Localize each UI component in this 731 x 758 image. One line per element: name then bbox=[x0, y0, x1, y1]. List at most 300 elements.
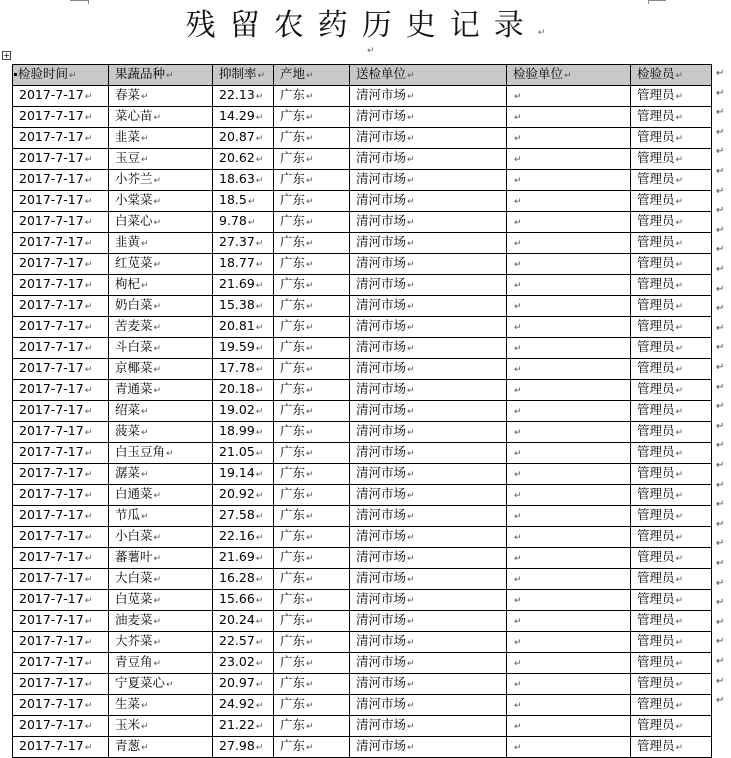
cell-inhibition-rate[interactable] bbox=[213, 170, 274, 191]
cell-inspecting-unit[interactable] bbox=[507, 233, 631, 254]
header-produce-variety[interactable] bbox=[109, 65, 213, 86]
cell-inspection-time[interactable] bbox=[13, 317, 109, 338]
cell-submitting-unit[interactable] bbox=[350, 611, 507, 632]
cell-origin[interactable] bbox=[274, 464, 350, 485]
cell-inspection-time[interactable] bbox=[13, 464, 109, 485]
cell-inspection-time[interactable] bbox=[13, 296, 109, 317]
cell-submitting-unit[interactable] bbox=[350, 296, 507, 317]
cell-inspecting-unit[interactable] bbox=[507, 170, 631, 191]
cell-inhibition-rate[interactable] bbox=[213, 317, 274, 338]
cell-end-mark-icon: ↵ bbox=[153, 113, 162, 123]
cell-inspection-time[interactable] bbox=[13, 233, 109, 254]
header-inhibition-rate[interactable] bbox=[213, 65, 274, 86]
cell-inspection-time[interactable] bbox=[13, 359, 109, 380]
cell-inspecting-unit[interactable] bbox=[507, 590, 631, 611]
cell-inhibition-rate[interactable] bbox=[213, 548, 274, 569]
cell-inhibition-rate[interactable] bbox=[213, 695, 274, 716]
cell-origin[interactable] bbox=[274, 170, 350, 191]
cell-produce-variety[interactable] bbox=[109, 338, 213, 359]
cell-inspector[interactable] bbox=[631, 653, 712, 674]
cell-end-mark-icon: ↵ bbox=[141, 743, 149, 753]
cell-produce-variety[interactable] bbox=[109, 380, 213, 401]
cell-inspection-time[interactable] bbox=[13, 254, 109, 275]
cell-produce-variety[interactable] bbox=[109, 590, 213, 611]
cell-inspecting-unit[interactable] bbox=[507, 359, 631, 380]
cell-produce-variety[interactable] bbox=[109, 170, 213, 191]
cell-inspecting-unit[interactable] bbox=[507, 254, 631, 275]
cell-submitting-unit[interactable] bbox=[350, 233, 507, 254]
header-inspecting-unit[interactable] bbox=[507, 65, 631, 86]
cell-origin[interactable] bbox=[274, 191, 350, 212]
cell-origin[interactable] bbox=[274, 527, 350, 548]
document-title[interactable]: 残留农药历史记录 bbox=[185, 8, 538, 43]
cell-inspector[interactable] bbox=[631, 380, 712, 401]
cell-submitting-unit[interactable] bbox=[350, 275, 507, 296]
cell-inspection-time[interactable] bbox=[13, 527, 109, 548]
cell-submitting-unit[interactable] bbox=[350, 170, 507, 191]
cell-end-mark-icon: ↵ bbox=[514, 575, 522, 585]
cell-text: 广东 bbox=[280, 549, 306, 564]
cell-inspection-time[interactable] bbox=[13, 380, 109, 401]
cell-inspection-time[interactable] bbox=[13, 569, 109, 590]
cell-inspector[interactable] bbox=[631, 338, 712, 359]
cell-inhibition-rate[interactable] bbox=[213, 716, 274, 737]
cell-submitting-unit[interactable] bbox=[350, 212, 507, 233]
cell-origin[interactable] bbox=[274, 590, 350, 611]
cell-end-mark-icon: ↵ bbox=[407, 344, 415, 354]
cell-text: 管理员 bbox=[637, 675, 675, 690]
cell-origin[interactable] bbox=[274, 716, 350, 737]
cell-origin[interactable] bbox=[274, 338, 350, 359]
cell-inspection-time[interactable] bbox=[13, 632, 109, 653]
header-inspector[interactable] bbox=[631, 65, 712, 86]
cell-text: 21.69 bbox=[219, 276, 255, 291]
cell-submitting-unit[interactable] bbox=[350, 569, 507, 590]
cell-origin[interactable] bbox=[274, 296, 350, 317]
cell-inspecting-unit[interactable] bbox=[507, 86, 631, 107]
cell-end-mark-icon: ↵ bbox=[306, 155, 314, 165]
cell-end-mark-icon: ↵ bbox=[407, 449, 415, 459]
cell-inspector[interactable] bbox=[631, 212, 712, 233]
cell-origin[interactable] bbox=[274, 107, 350, 128]
cell-produce-variety[interactable] bbox=[109, 506, 213, 527]
cell-produce-variety[interactable] bbox=[109, 86, 213, 107]
cell-end-mark-icon: ↵ bbox=[675, 323, 684, 333]
cell-inspector[interactable] bbox=[631, 401, 712, 422]
cell-end-mark-icon: ↵ bbox=[407, 533, 415, 543]
cell-inspector[interactable] bbox=[631, 317, 712, 338]
cell-submitting-unit[interactable] bbox=[350, 737, 507, 758]
row-end-mark-icon: ↵ bbox=[716, 264, 725, 275]
cell-origin[interactable] bbox=[274, 695, 350, 716]
cell-inhibition-rate[interactable] bbox=[213, 485, 274, 506]
cell-submitting-unit[interactable] bbox=[350, 128, 507, 149]
cell-produce-variety[interactable] bbox=[109, 632, 213, 653]
cell-inhibition-rate[interactable] bbox=[213, 359, 274, 380]
cell-submitting-unit[interactable] bbox=[350, 86, 507, 107]
cell-text: 管理员 bbox=[637, 633, 675, 648]
cell-inspecting-unit[interactable] bbox=[507, 464, 631, 485]
cell-produce-variety[interactable] bbox=[109, 296, 213, 317]
cell-produce-variety[interactable] bbox=[109, 233, 213, 254]
cell-produce-variety[interactable] bbox=[109, 191, 213, 212]
cell-inspector[interactable] bbox=[631, 296, 712, 317]
cell-end-mark-icon: ↵ bbox=[84, 743, 93, 753]
title-paragraph[interactable] bbox=[0, 6, 731, 46]
cell-inspecting-unit[interactable] bbox=[507, 401, 631, 422]
cell-submitting-unit[interactable] bbox=[350, 338, 507, 359]
cell-inspecting-unit[interactable] bbox=[507, 149, 631, 170]
cell-origin[interactable] bbox=[274, 632, 350, 653]
cell-inspecting-unit[interactable] bbox=[507, 191, 631, 212]
cell-text: 广东 bbox=[280, 570, 306, 585]
cell-inhibition-rate[interactable] bbox=[213, 632, 274, 653]
cell-end-mark-icon: ↵ bbox=[514, 491, 522, 501]
cell-inspector[interactable] bbox=[631, 506, 712, 527]
cell-origin[interactable] bbox=[274, 254, 350, 275]
cell-inhibition-rate[interactable] bbox=[213, 107, 274, 128]
cell-inspector[interactable] bbox=[631, 632, 712, 653]
cell-inspector[interactable] bbox=[631, 422, 712, 443]
cell-end-mark-icon: ↵ bbox=[84, 428, 93, 438]
cell-inspection-time[interactable] bbox=[13, 485, 109, 506]
cell-produce-variety[interactable] bbox=[109, 737, 213, 758]
cell-inspector[interactable] bbox=[631, 716, 712, 737]
cell-inspection-time[interactable] bbox=[13, 611, 109, 632]
cell-submitting-unit[interactable] bbox=[350, 695, 507, 716]
cell-inspection-time[interactable] bbox=[13, 548, 109, 569]
cell-produce-variety[interactable] bbox=[109, 695, 213, 716]
cell-submitting-unit[interactable] bbox=[350, 191, 507, 212]
cell-origin[interactable] bbox=[274, 737, 350, 758]
cell-produce-variety[interactable] bbox=[109, 149, 213, 170]
cell-produce-variety[interactable] bbox=[109, 401, 213, 422]
cell-inspector[interactable] bbox=[631, 464, 712, 485]
cell-inspection-time[interactable] bbox=[13, 695, 109, 716]
cell-produce-variety[interactable] bbox=[109, 443, 213, 464]
cell-origin[interactable] bbox=[274, 359, 350, 380]
cell-inspection-time[interactable] bbox=[13, 737, 109, 758]
cell-inspecting-unit[interactable] bbox=[507, 548, 631, 569]
cell-produce-variety[interactable] bbox=[109, 212, 213, 233]
cell-end-mark-icon: ↵ bbox=[84, 113, 93, 123]
cell-inhibition-rate[interactable] bbox=[213, 527, 274, 548]
cell-end-mark-icon: ↵ bbox=[84, 470, 93, 480]
cell-origin[interactable] bbox=[274, 506, 350, 527]
cell-inspecting-unit[interactable] bbox=[507, 317, 631, 338]
cell-end-mark-icon: ↵ bbox=[84, 134, 93, 144]
cell-text: 2017-7-17 bbox=[19, 549, 84, 564]
cell-inspecting-unit[interactable] bbox=[507, 716, 631, 737]
cell-produce-variety[interactable] bbox=[109, 485, 213, 506]
cell-origin[interactable] bbox=[274, 401, 350, 422]
cell-submitting-unit[interactable] bbox=[350, 548, 507, 569]
cell-inhibition-rate[interactable] bbox=[213, 506, 274, 527]
cell-inhibition-rate[interactable] bbox=[213, 191, 274, 212]
cell-produce-variety[interactable] bbox=[109, 107, 213, 128]
cell-produce-variety[interactable] bbox=[109, 548, 213, 569]
cell-text: 2017-7-17 bbox=[19, 150, 84, 165]
cell-inhibition-rate[interactable] bbox=[213, 338, 274, 359]
cell-submitting-unit[interactable] bbox=[350, 590, 507, 611]
cell-inspecting-unit[interactable] bbox=[507, 653, 631, 674]
cell-end-mark-icon: ↵ bbox=[514, 302, 522, 312]
cell-origin[interactable] bbox=[274, 674, 350, 695]
cell-inspection-time[interactable] bbox=[13, 149, 109, 170]
cell-inspection-time[interactable] bbox=[13, 422, 109, 443]
cell-submitting-unit[interactable] bbox=[350, 107, 507, 128]
move-cross-icon[interactable]: + bbox=[3, 51, 10, 60]
cell-text: 9.78 bbox=[219, 213, 247, 228]
cell-end-mark-icon: ↵ bbox=[84, 596, 93, 606]
cell-inspector[interactable] bbox=[631, 275, 712, 296]
cell-origin[interactable] bbox=[274, 548, 350, 569]
cell-inhibition-rate[interactable] bbox=[213, 569, 274, 590]
cell-text: 2017-7-17 bbox=[19, 318, 84, 333]
cell-origin[interactable] bbox=[274, 86, 350, 107]
cell-text: 管理员 bbox=[637, 423, 675, 438]
cell-produce-variety[interactable] bbox=[109, 611, 213, 632]
cell-inspection-time[interactable] bbox=[13, 716, 109, 737]
cell-origin[interactable] bbox=[274, 653, 350, 674]
cell-end-mark-icon: ↵ bbox=[407, 386, 415, 396]
cell-inhibition-rate[interactable] bbox=[213, 254, 274, 275]
cell-inspecting-unit[interactable] bbox=[507, 569, 631, 590]
cell-origin[interactable] bbox=[274, 422, 350, 443]
cell-submitting-unit[interactable] bbox=[350, 485, 507, 506]
cell-inspection-time[interactable] bbox=[13, 401, 109, 422]
cell-origin[interactable] bbox=[274, 212, 350, 233]
cell-inspecting-unit[interactable] bbox=[507, 380, 631, 401]
cell-inspector[interactable] bbox=[631, 233, 712, 254]
header-inspection-time[interactable] bbox=[13, 65, 109, 86]
cell-inhibition-rate[interactable] bbox=[213, 443, 274, 464]
cell-inspection-time[interactable] bbox=[13, 590, 109, 611]
cell-submitting-unit[interactable] bbox=[350, 527, 507, 548]
cell-inspector[interactable] bbox=[631, 695, 712, 716]
cell-inspector[interactable] bbox=[631, 485, 712, 506]
cell-end-mark-icon: ↵ bbox=[84, 638, 93, 648]
cell-inspector[interactable] bbox=[631, 737, 712, 758]
cell-end-mark-icon: ↵ bbox=[306, 659, 314, 669]
cell-produce-variety[interactable] bbox=[109, 716, 213, 737]
cell-text: 清河市场 bbox=[356, 318, 407, 333]
cell-inhibition-rate[interactable] bbox=[213, 86, 274, 107]
cell-inhibition-rate[interactable] bbox=[213, 737, 274, 758]
cell-inspecting-unit[interactable] bbox=[507, 338, 631, 359]
cell-submitting-unit[interactable] bbox=[350, 149, 507, 170]
cell-text: 清河市场 bbox=[356, 150, 407, 165]
cell-text: 绍菜 bbox=[115, 402, 141, 417]
header-origin[interactable] bbox=[274, 65, 350, 86]
cell-end-mark-icon: ↵ bbox=[306, 113, 314, 123]
cell-inhibition-rate[interactable] bbox=[213, 674, 274, 695]
cell-origin[interactable] bbox=[274, 317, 350, 338]
cell-text: 清河市场 bbox=[356, 528, 407, 543]
cell-text: 清河市场 bbox=[356, 213, 407, 228]
cell-inspection-time[interactable] bbox=[13, 86, 109, 107]
cell-inhibition-rate[interactable] bbox=[213, 380, 274, 401]
cell-inspecting-unit[interactable] bbox=[507, 212, 631, 233]
cell-inspecting-unit[interactable] bbox=[507, 107, 631, 128]
cell-submitting-unit[interactable] bbox=[350, 506, 507, 527]
cell-inspecting-unit[interactable] bbox=[507, 485, 631, 506]
cell-submitting-unit[interactable] bbox=[350, 443, 507, 464]
cell-text: 广东 bbox=[280, 192, 306, 207]
cell-end-mark-icon: ↵ bbox=[675, 92, 684, 102]
cell-origin[interactable] bbox=[274, 380, 350, 401]
cell-submitting-unit[interactable] bbox=[350, 716, 507, 737]
cell-text: 春菜 bbox=[115, 87, 141, 102]
cell-inspecting-unit[interactable] bbox=[507, 422, 631, 443]
cell-inspector[interactable] bbox=[631, 548, 712, 569]
cell-inspecting-unit[interactable] bbox=[507, 443, 631, 464]
cell-end-mark-icon: ↵ bbox=[255, 176, 264, 186]
cell-end-mark-icon: ↵ bbox=[153, 365, 162, 375]
cell-origin[interactable] bbox=[274, 233, 350, 254]
cell-inspector[interactable] bbox=[631, 191, 712, 212]
cell-inspector[interactable] bbox=[631, 611, 712, 632]
cell-end-mark-icon: ↵ bbox=[153, 617, 162, 627]
cell-inspector[interactable] bbox=[631, 86, 712, 107]
cell-origin[interactable] bbox=[274, 128, 350, 149]
cell-submitting-unit[interactable] bbox=[350, 359, 507, 380]
cell-origin[interactable] bbox=[274, 149, 350, 170]
cell-inspecting-unit[interactable] bbox=[507, 695, 631, 716]
cell-inhibition-rate[interactable] bbox=[213, 611, 274, 632]
cell-text: 红苋菜 bbox=[115, 255, 153, 270]
cell-submitting-unit[interactable] bbox=[350, 653, 507, 674]
cell-inspection-time[interactable] bbox=[13, 170, 109, 191]
cell-inhibition-rate[interactable] bbox=[213, 233, 274, 254]
cell-inspecting-unit[interactable] bbox=[507, 527, 631, 548]
cell-inspector[interactable] bbox=[631, 527, 712, 548]
table-row bbox=[13, 212, 712, 233]
cell-text: 管理员 bbox=[637, 192, 675, 207]
cell-submitting-unit[interactable] bbox=[350, 422, 507, 443]
table-row bbox=[13, 695, 712, 716]
cell-origin[interactable] bbox=[274, 275, 350, 296]
cell-inspection-time[interactable] bbox=[13, 338, 109, 359]
cell-end-mark-icon: ↵ bbox=[141, 92, 149, 102]
cell-inspector[interactable] bbox=[631, 149, 712, 170]
cell-inspecting-unit[interactable] bbox=[507, 737, 631, 758]
cell-inhibition-rate[interactable] bbox=[213, 296, 274, 317]
cell-submitting-unit[interactable] bbox=[350, 632, 507, 653]
cell-end-mark-icon: ↵ bbox=[255, 260, 264, 270]
cell-end-mark-icon: ↵ bbox=[407, 134, 415, 144]
cell-inspector[interactable] bbox=[631, 128, 712, 149]
cell-produce-variety[interactable] bbox=[109, 569, 213, 590]
cell-end-mark-icon: ↵ bbox=[306, 134, 314, 144]
cell-inhibition-rate[interactable] bbox=[213, 128, 274, 149]
cell-inhibition-rate[interactable] bbox=[213, 275, 274, 296]
cell-inspector[interactable] bbox=[631, 359, 712, 380]
cell-inspector[interactable] bbox=[631, 443, 712, 464]
cell-produce-variety[interactable] bbox=[109, 359, 213, 380]
row-end-mark-icon: ↵ bbox=[716, 616, 725, 628]
header-submitting-unit[interactable] bbox=[350, 65, 507, 86]
cell-inhibition-rate[interactable] bbox=[213, 464, 274, 485]
cell-inspecting-unit[interactable] bbox=[507, 128, 631, 149]
cell-end-mark-icon: ↵ bbox=[306, 512, 314, 522]
row-end-mark-icon: ↵ bbox=[716, 362, 725, 373]
cell-produce-variety[interactable] bbox=[109, 275, 213, 296]
cell-origin[interactable] bbox=[274, 485, 350, 506]
cell-inhibition-rate[interactable] bbox=[213, 590, 274, 611]
cell-inspector[interactable] bbox=[631, 254, 712, 275]
cell-submitting-unit[interactable] bbox=[350, 464, 507, 485]
cell-produce-variety[interactable] bbox=[109, 254, 213, 275]
cell-inspecting-unit[interactable] bbox=[507, 506, 631, 527]
cell-submitting-unit[interactable] bbox=[350, 674, 507, 695]
cell-inspection-time[interactable] bbox=[13, 275, 109, 296]
cell-inhibition-rate[interactable] bbox=[213, 212, 274, 233]
cell-inspector[interactable] bbox=[631, 170, 712, 191]
cell-inspecting-unit[interactable] bbox=[507, 296, 631, 317]
cell-end-mark-icon: ↵ bbox=[675, 680, 684, 690]
cell-text: 2017-7-17 bbox=[19, 339, 84, 354]
cell-inspection-time[interactable] bbox=[13, 107, 109, 128]
cell-inspecting-unit[interactable] bbox=[507, 275, 631, 296]
cell-inspecting-unit[interactable] bbox=[507, 674, 631, 695]
cell-submitting-unit[interactable] bbox=[350, 380, 507, 401]
cell-produce-variety[interactable] bbox=[109, 653, 213, 674]
cell-end-mark-icon: ↵ bbox=[407, 281, 415, 291]
cell-inspecting-unit[interactable] bbox=[507, 611, 631, 632]
cell-inhibition-rate[interactable] bbox=[213, 422, 274, 443]
cell-inspector[interactable] bbox=[631, 569, 712, 590]
cell-produce-variety[interactable] bbox=[109, 527, 213, 548]
cell-inspection-time[interactable] bbox=[13, 191, 109, 212]
cell-inspector[interactable] bbox=[631, 674, 712, 695]
cell-origin[interactable] bbox=[274, 443, 350, 464]
cell-text: 23.02 bbox=[219, 654, 255, 669]
cell-inhibition-rate[interactable] bbox=[213, 653, 274, 674]
cell-inspection-time[interactable] bbox=[13, 128, 109, 149]
cell-end-mark-icon: ↵ bbox=[84, 344, 93, 354]
cell-produce-variety[interactable] bbox=[109, 464, 213, 485]
cell-inspecting-unit[interactable] bbox=[507, 632, 631, 653]
cell-submitting-unit[interactable] bbox=[350, 317, 507, 338]
cell-inspection-time[interactable] bbox=[13, 443, 109, 464]
row-end-mark-icon: ↵ bbox=[716, 518, 725, 530]
cell-inhibition-rate[interactable] bbox=[213, 401, 274, 422]
cell-inspection-time[interactable] bbox=[13, 212, 109, 233]
cell-inhibition-rate[interactable] bbox=[213, 149, 274, 170]
cell-produce-variety[interactable] bbox=[109, 422, 213, 443]
empty-paragraph-mark-icon: ↵ bbox=[367, 46, 375, 56]
cell-inspection-time[interactable] bbox=[13, 653, 109, 674]
cell-inspection-time[interactable] bbox=[13, 506, 109, 527]
cell-inspection-time[interactable] bbox=[13, 674, 109, 695]
cell-submitting-unit[interactable] bbox=[350, 401, 507, 422]
cell-text: 2017-7-17 bbox=[19, 129, 84, 144]
cell-submitting-unit[interactable] bbox=[350, 254, 507, 275]
cell-inspector[interactable] bbox=[631, 107, 712, 128]
cell-inspector[interactable] bbox=[631, 590, 712, 611]
cell-origin[interactable] bbox=[274, 611, 350, 632]
cell-produce-variety[interactable] bbox=[109, 674, 213, 695]
cell-origin[interactable] bbox=[274, 569, 350, 590]
row-end-mark-icon: ↵ bbox=[716, 499, 725, 511]
row-end-mark-icon: ↵ bbox=[716, 460, 725, 471]
cell-end-mark-icon: ↵ bbox=[141, 701, 149, 711]
cell-text: 小芥兰 bbox=[115, 171, 153, 186]
cell-produce-variety[interactable] bbox=[109, 128, 213, 149]
cell-produce-variety[interactable] bbox=[109, 317, 213, 338]
cell-text: 20.87 bbox=[219, 129, 255, 144]
